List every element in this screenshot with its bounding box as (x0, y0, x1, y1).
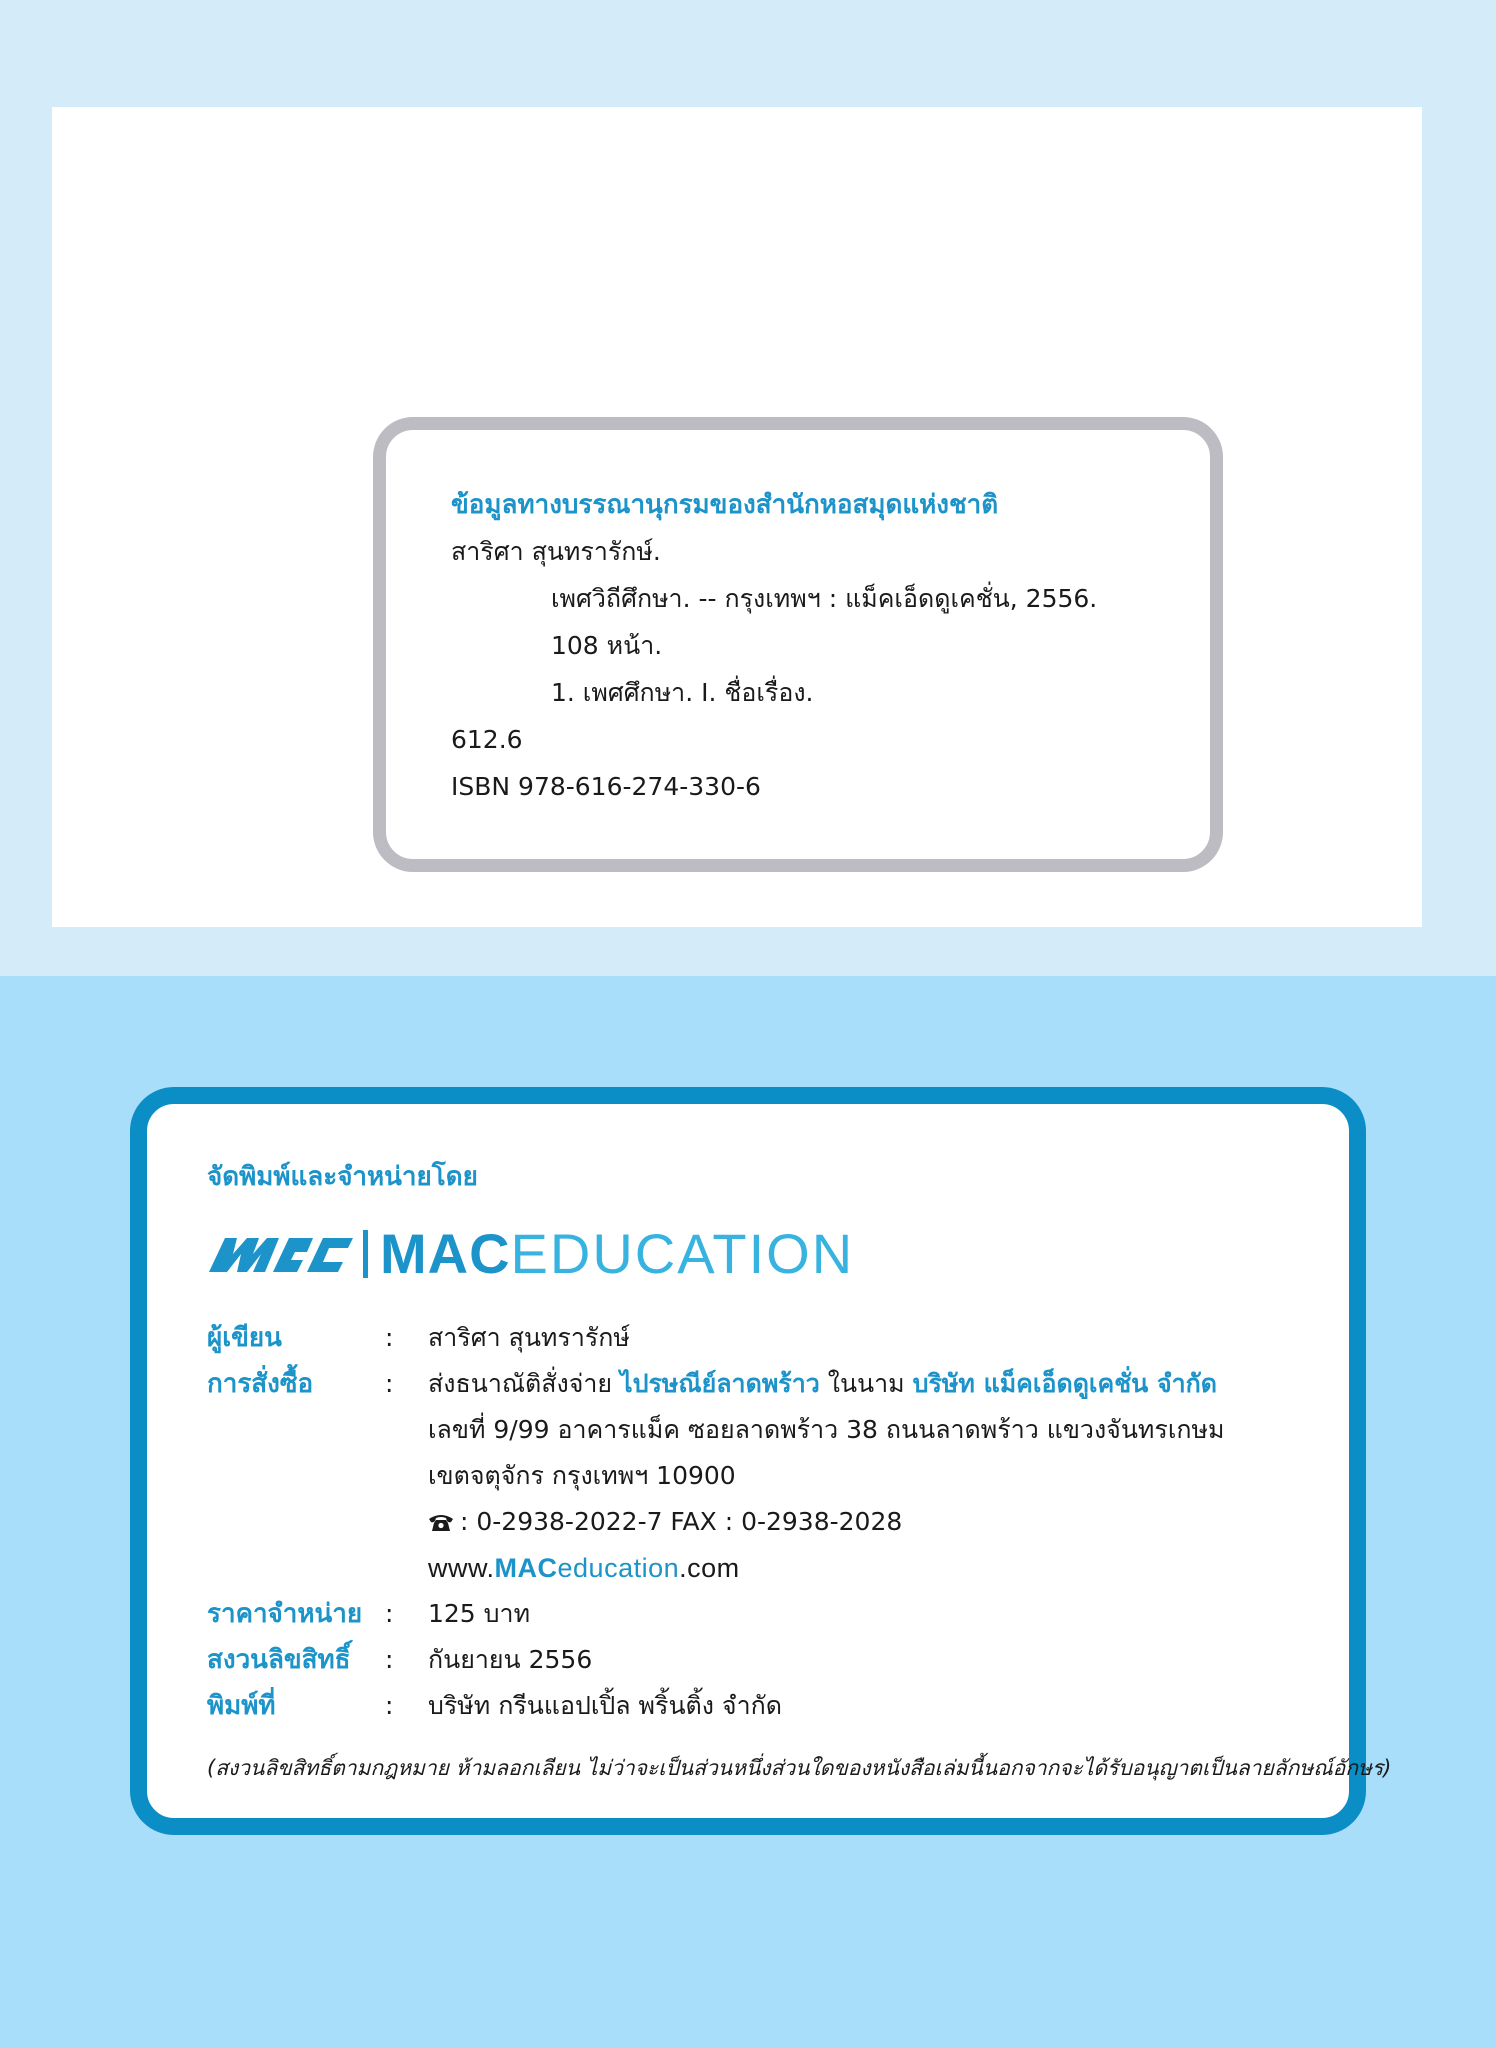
order-label: การสั่งซื้อ (207, 1369, 314, 1399)
price-value: 125 บาท (428, 1599, 531, 1628)
printer-value: บริษัท กรีนแอปเปิ้ล พริ้นติ้ง จำกัด (428, 1691, 782, 1720)
cip-subjects: 1. เพศศึกษา. I. ชื่อเรื่อง. (551, 678, 814, 707)
author-value: สาริศา สุนทรารักษ์ (428, 1323, 630, 1352)
mac-education-logo (207, 1222, 854, 1286)
cip-title: ข้อมูลทางบรรณานุกรมของสำนักหอสมุดแห่งชาติ (451, 490, 999, 520)
phone-value (428, 1504, 902, 1540)
cip-author: สาริศา สุนทรารักษ์. (451, 537, 661, 566)
website-education: education (557, 1553, 680, 1583)
address-line-1: เลขที่ 9/99 อาคารแม็ค ซอยลาดพร้าว 38 ถนนลาดพร้าว แขวงจันทรเกษม (428, 1415, 1225, 1444)
cip-page-panel (52, 107, 1422, 927)
logo-mac-text: MAC (380, 1222, 511, 1285)
publisher-heading: จัดพิมพ์และจำหน่ายโดย (207, 1162, 478, 1192)
copyright-label: สงวนลิขสิทธิ์ (207, 1645, 351, 1675)
cip-data-box (373, 417, 1223, 872)
website-link[interactable] (428, 1550, 740, 1586)
order-company: บริษัท แม็คเอ็ดดูเคชั่น จำกัด (912, 1369, 1218, 1398)
publisher-info-box (130, 1087, 1392, 1835)
cip-isbn: ISBN 978-616-274-330-6 (451, 772, 761, 801)
website-prefix: www. (428, 1553, 495, 1583)
printer-colon: : (385, 1691, 394, 1720)
cip-publication: เพศวิถีศึกษา. -- กรุงเทพฯ : แม็คเอ็ดดูเคชั่น, 2556. (551, 584, 1098, 613)
logo-separator (363, 1230, 368, 1278)
cip-pages: 108 หน้า. (551, 631, 663, 660)
copyright-value: กันยายน 2556 (428, 1645, 593, 1674)
author-label: ผู้เขียน (207, 1323, 282, 1353)
order-postoffice: ไปรษณีย์ลาดพร้าว (620, 1369, 820, 1398)
order-value (428, 1366, 1217, 1402)
printer-label: พิมพ์ที่ (207, 1691, 276, 1721)
website-mac: MAC (494, 1553, 558, 1583)
order-text-1: ส่งธนาณัติสั่งจ่าย (428, 1369, 621, 1398)
telephone-icon (428, 1512, 454, 1532)
phone-text: : 0-2938-2022-7 FAX : 0-2938-2028 (460, 1507, 903, 1536)
copyright-note: (สงวนลิขสิทธิ์ตามกฎหมาย ห้ามลอกเลียน ไม่ว่าจะเป็นส่วนหนึ่งส่วนใดของหนังสือเล่มนี้นอกจากจะได้รับอนุญาตเป็นลายลักษณ์อักษร) (207, 1756, 1392, 1780)
price-label: ราคาจำหน่าย (207, 1599, 363, 1629)
website-suffix: .com (679, 1553, 740, 1583)
order-colon: : (385, 1369, 394, 1398)
logo-education-text: EDUCATION (510, 1222, 855, 1285)
address-line-2: เขตจตุจักร กรุงเทพฯ 10900 (428, 1461, 736, 1490)
copyright-colon: : (385, 1645, 394, 1674)
mac-logo-mark-icon (207, 1232, 357, 1276)
author-colon: : (385, 1323, 394, 1352)
cip-classification: 612.6 (451, 725, 523, 754)
price-colon: : (385, 1599, 394, 1628)
order-text-2: ในนาม (819, 1369, 913, 1398)
